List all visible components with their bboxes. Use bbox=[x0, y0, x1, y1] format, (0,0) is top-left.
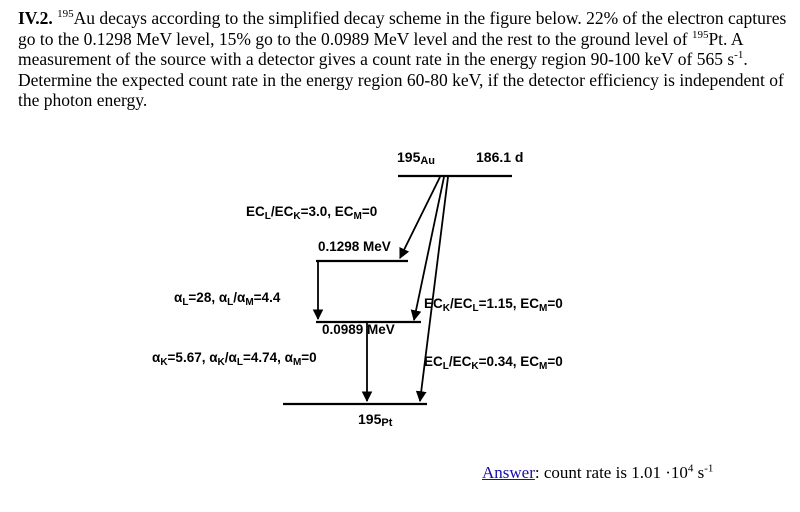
answer-unit: s bbox=[693, 463, 705, 482]
level-0.1298-label: 0.1298 MeV bbox=[318, 239, 391, 254]
au-mass-number: 195 bbox=[57, 8, 74, 21]
answer-link[interactable]: Answer bbox=[482, 463, 535, 482]
ec-arrow-to-0.1298 bbox=[400, 177, 440, 258]
level-0.0989-label: 0.0989 MeV bbox=[322, 322, 395, 337]
parent-nucleus-label: 195Au bbox=[397, 149, 436, 167]
rate-exponent: -1 bbox=[734, 49, 744, 62]
answer-text: : count rate is 1.01 ·10 bbox=[534, 463, 688, 482]
problem-text-2: Pt. A measurement of the source with a detector gives a count rate in the energy region 90-100 keV of 565 s bbox=[18, 28, 743, 69]
pt-mass-number: 195 bbox=[691, 28, 709, 41]
answer-exponent: 4 bbox=[687, 462, 694, 475]
half-life-label: 186.1 d bbox=[476, 149, 524, 165]
ec-ratio-bottom-label: $EC_L/EC_K=0.34$, $EC_M=0$ bbox=[424, 354, 563, 372]
ec-ratio-top-label: $EC_L/EC_K=3.0$, $EC_M=0$ bbox=[246, 204, 378, 222]
problem-text-3: . Determine the expected count rate in the energy region 60-80 keV, if the detector efficiency is independent of the photon energy. bbox=[18, 49, 784, 110]
ec-ratio-middle-label: $EC_K/EC_L=1.15$, $EC_M=0$ bbox=[424, 296, 563, 314]
conversion-coeff-bottom-label: $\alpha_K=5.67$, $\alpha_K/\alpha_L=4.74$, $\alpha_M=0$ bbox=[152, 350, 317, 368]
problem-text-1: Au decays according to the simplified decay scheme in the figure below. 22% of the electron captures go to the 0.1298 MeV level, 15% go to the 0.0989 MeV level and the rest to the ground level of bbox=[18, 8, 787, 49]
daughter-nucleus-label: 195Pt bbox=[358, 411, 393, 429]
answer-unit-exponent: -1 bbox=[704, 462, 714, 475]
answer-line bbox=[482, 463, 713, 483]
conversion-coeff-top-label: $\alpha_L=28$, $\alpha_L/\alpha_M=4.4$ bbox=[174, 290, 281, 308]
problem-number: IV.2. bbox=[18, 8, 53, 28]
